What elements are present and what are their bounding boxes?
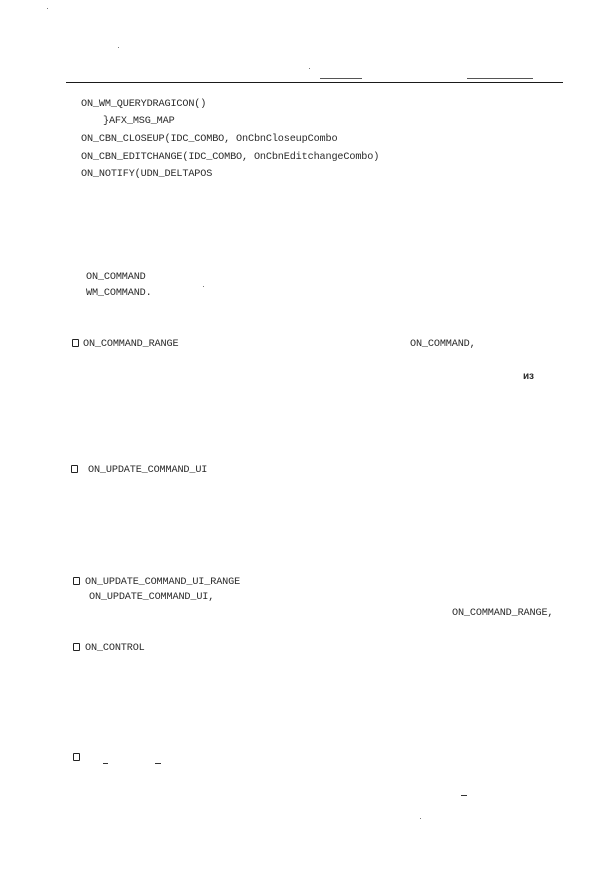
code-line-msg-map-end: }AFX_MSG_MAP <box>103 116 175 127</box>
item-control-label: ON_CONTROL <box>85 643 145 654</box>
bullet-box-icon <box>72 339 79 347</box>
code-line-cbn-closeup: ON_CBN_CLOSEUP(IDC_COMBO, OnCbnCloseupCombo <box>81 134 338 145</box>
bullet-box-icon <box>73 643 80 651</box>
code-line-notify: ON_NOTIFY(UDN_DELTAPOS <box>81 169 213 180</box>
bullet-box-icon <box>71 465 78 473</box>
on-command-text: ON_COMMAND <box>86 272 146 283</box>
scan-speck <box>47 8 48 9</box>
item-update-ui-range-ref: ON_UPDATE_COMMAND_UI, <box>89 592 215 603</box>
item-update-ui-range-ref2: ON_COMMAND_RANGE, <box>452 608 554 619</box>
item-update-ui-range-label: ON_UPDATE_COMMAND_UI_RANGE <box>85 577 241 588</box>
code-line-querydragicon: ON_WM_QUERYDRAGICON() <box>81 99 207 110</box>
item-range-tail: из <box>523 371 534 382</box>
underscore-mark <box>103 763 108 764</box>
underscore-mark <box>155 763 161 764</box>
item-range-label: ON_COMMAND_RANGE <box>83 339 179 350</box>
scan-speck <box>203 286 204 287</box>
item-update-ui-label: ON_UPDATE_COMMAND_UI <box>88 465 208 476</box>
code-line-cbn-editchange: ON_CBN_EDITCHANGE(IDC_COMBO, OnCbnEditchangeCombo) <box>81 152 380 163</box>
wm-command-text: WM_COMMAND. <box>86 288 152 299</box>
scan-speck <box>420 818 421 819</box>
underscore-mark <box>461 795 467 796</box>
item-range-ref: ON_COMMAND, <box>410 339 476 350</box>
scan-speck <box>309 68 310 69</box>
bullet-box-icon <box>73 753 80 761</box>
header-rule <box>66 82 563 83</box>
header-rule-mark <box>467 78 533 79</box>
bullet-box-icon <box>73 577 80 585</box>
scan-speck <box>118 47 119 48</box>
header-rule-mark <box>320 78 362 79</box>
